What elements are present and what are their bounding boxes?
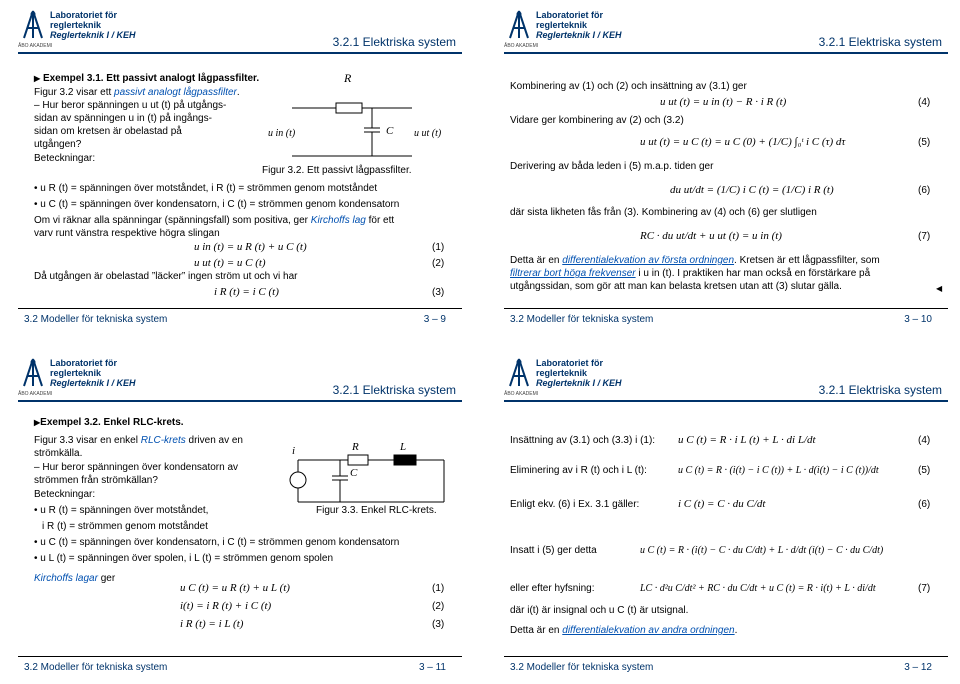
equation-7: RC · du ut/dt + u ut (t) = u in (t) xyxy=(640,230,782,242)
slide-4 xyxy=(490,352,956,680)
link-filter-high-freq[interactable]: filtrerar bort höga frekvenser xyxy=(510,268,636,279)
link-kirchoff[interactable]: Kirchoffs lag xyxy=(310,215,366,226)
step-4-label: Insatt i (5) ger detta xyxy=(510,545,597,556)
lab-name: Laboratoriet för reglerteknik Reglerteknik I / KEH xyxy=(536,10,622,40)
equation-3-number: (3) xyxy=(432,287,445,298)
equation-5: u ut (t) = u C (t) = u C (0) + (1/C) ∫₀ᵗ i C (τ) dτ xyxy=(640,136,846,148)
footer-text: 3.2 Modeller för tekniska system xyxy=(510,662,654,673)
footer-rule xyxy=(18,656,462,657)
bullet-resistor: • u R (t) = spänningen över motståndet, xyxy=(34,505,209,516)
equation-4: u C (t) = R · i L (t) + L · di L/dt xyxy=(678,434,816,446)
rc-circuit-diagram xyxy=(262,70,462,160)
conclusion-line-2: filtrerar bort höga frekvenser i u in (t). I praktiken har man också en förstärkare på xyxy=(510,268,871,279)
page-number: 3 – 9 xyxy=(423,314,446,325)
equation-2: i(t) = i R (t) + i C (t) xyxy=(180,600,272,612)
abo-akademi-logo-icon xyxy=(508,10,530,40)
footer-text: 3.2 Modeller för tekniska system xyxy=(24,662,168,673)
final-combine-text: där sista likheten fås från (3). Kombinering av (4) och (6) ger slutligen xyxy=(510,207,817,218)
equation-3: i R (t) = i C (t) xyxy=(214,286,279,298)
equation-substituted: u C (t) = R · (i(t) − C · du C/dt) + L · d/dt (i(t) − C · du C/dt) xyxy=(640,545,884,556)
header-rule xyxy=(18,400,462,402)
label-uut: u ut (t) xyxy=(414,128,442,139)
section-title: 3.2.1 Elektriska system xyxy=(332,383,456,397)
equation-5-number: (5) xyxy=(918,465,931,476)
header-rule xyxy=(504,400,948,402)
link-rlc-circuit[interactable]: RLC-krets xyxy=(140,435,186,446)
question-line-2: strömmen från strömkällan? xyxy=(34,475,158,486)
equation-7: LC · d²u C/dt² + RC · du C/dt + u C (t) = R · i(t) + L · di/dt xyxy=(640,583,876,594)
question-line-1: – Hur beror spänningen u ut (t) på utgångs- xyxy=(34,100,227,111)
akademi-label: ÅBO AKADEMI xyxy=(18,391,53,397)
kirchoff-line: Kirchoffs lagar ger xyxy=(34,573,116,584)
back-triangle-icon[interactable]: ◀ xyxy=(936,284,943,293)
slide-3 xyxy=(4,352,470,680)
page-number: 3 – 11 xyxy=(418,662,446,673)
abo-akademi-logo-icon xyxy=(22,10,44,40)
akademi-label: ÅBO AKADEMI xyxy=(504,43,539,49)
header-rule xyxy=(504,52,948,54)
combine-text-2: Vidare ger kombinering av (2) och (3.2) xyxy=(510,115,684,126)
step-5-label: eller efter hyfsning: xyxy=(510,583,595,594)
step-2-label: Eliminering av i R (t) och i L (t): xyxy=(510,465,647,476)
notation-label: Beteckningar: xyxy=(34,153,96,164)
bullet-resistor: • u R (t) = spänningen över motståndet, i R (t) = strömmen genom motståndet xyxy=(34,183,378,194)
footer-text: 3.2 Modeller för tekniska system xyxy=(510,314,654,325)
label-C: C xyxy=(386,125,394,137)
section-title: 3.2.1 Elektriska system xyxy=(818,383,942,397)
footer-rule xyxy=(504,656,948,657)
lab-name: Laboratoriet för reglerteknik Reglerteknik I / KEH xyxy=(536,358,622,388)
question-line-2: sidan av spänningen u in (t) på ingångs- xyxy=(34,113,212,124)
abo-akademi-logo-icon xyxy=(508,358,530,388)
example-heading: ▶Exempel 3.2. Enkel RLC-krets. xyxy=(34,417,184,428)
bullet-inductor: • u L (t) = spänningen över spolen, i L (t) = strömmen genom spolen xyxy=(34,553,334,564)
equation-6: du ut/dt = (1/C) i C (t) = (1/C) i R (t) xyxy=(670,184,834,196)
equation-3-number: (3) xyxy=(432,619,445,630)
equation-1: u C (t) = u R (t) + u L (t) xyxy=(180,582,290,594)
lab-name: Laboratoriet för reglerteknik Reglerteknik I / KEH xyxy=(50,358,136,388)
label-i: i xyxy=(292,445,296,457)
label-L: L xyxy=(400,441,407,453)
equation-2-number: (2) xyxy=(432,601,445,612)
equation-2-number: (2) xyxy=(432,258,445,269)
figure-caption: Figur 3.3. Enkel RLC-krets. xyxy=(316,505,437,516)
conclusion-line-3: utgångssidan, som gör att man kan belasta kretsen utan att (3) slutar gälla. xyxy=(510,281,842,292)
question-line-3: sidan om kretsen är obelastad på xyxy=(34,126,182,137)
section-title: 3.2.1 Elektriska system xyxy=(818,35,942,49)
page-number: 3 – 10 xyxy=(904,314,932,325)
bullet-capacitor: • u C (t) = spänningen över kondensatorn, i C (t) = strömmen genom kondensatorn xyxy=(34,199,400,210)
equation-5-number: (5) xyxy=(918,137,931,148)
bullet-capacitor: • u C (t) = spänningen över kondensatorn, i C (t) = strömmen genom kondensatorn xyxy=(34,537,400,548)
label-R: R xyxy=(344,71,352,85)
link-kirchoff[interactable]: Kirchoffs lagar xyxy=(34,573,98,584)
equation-4-number: (4) xyxy=(918,97,931,108)
equation-6-number: (6) xyxy=(918,185,931,196)
intro-line: Figur 3.3 visar en enkel RLC-krets driven av en xyxy=(34,435,243,446)
label-uin: u in (t) xyxy=(268,128,296,139)
io-statement: där i(t) är insignal och u C (t) är utsignal. xyxy=(510,605,689,616)
conclusion-line-1: Detta är en differentialekvation av första ordningen. Kretsen är ett lågpassfilter, som xyxy=(510,255,880,266)
kirchoff-paragraph: Om vi räknar alla spänningar (spänningsfall) som positiva, ger Kirchoffs lag för ett xyxy=(34,215,395,226)
notation-label: Beteckningar: xyxy=(34,489,96,500)
step-1-label: Insättning av (3.1) och (3.3) i (1): xyxy=(510,435,656,446)
step-3-label: Enligt ekv. (6) i Ex. 3.1 gäller: xyxy=(510,499,640,510)
equation-1: u in (t) = u R (t) + u C (t) xyxy=(194,241,307,253)
label-C: C xyxy=(350,467,358,479)
resistor-current: i R (t) = strömmen genom motståndet xyxy=(42,521,208,532)
unloaded-output-text: Då utgången är obelastad ”läcker” ingen ström ut och vi har xyxy=(34,271,298,282)
equation-4: u ut (t) = u in (t) − R · i R (t) xyxy=(660,96,787,108)
equation-4-number: (4) xyxy=(918,435,931,446)
link-passive-filter[interactable]: passivt analogt lågpassfilter xyxy=(114,87,237,98)
lab-name: Laboratoriet för reglerteknik Reglerteknik I / KEH xyxy=(50,10,136,40)
conclusion-line: Detta är en differentialekvation av andra ordningen. xyxy=(510,625,738,636)
equation-3: i R (t) = i L (t) xyxy=(180,618,244,630)
figure-caption: Figur 3.2. Ett passivt lågpassfilter. xyxy=(262,165,412,176)
equation-1-number: (1) xyxy=(432,583,445,594)
link-first-order-ode[interactable]: differentialekvation av första ordningen xyxy=(562,255,735,266)
equation-7-number: (7) xyxy=(918,583,931,594)
equation-1-number: (1) xyxy=(432,242,445,253)
section-title: 3.2.1 Elektriska system xyxy=(332,35,456,49)
kirchoff-paragraph-2: varv runt vänstra respektive högra slingan xyxy=(34,228,220,239)
slide-1 xyxy=(4,4,470,332)
equation-2: u ut (t) = u C (t) xyxy=(194,257,266,269)
akademi-label: ÅBO AKADEMI xyxy=(18,43,53,49)
equation-5: u C (t) = R · (i(t) − i C (t)) + L · d(i(t) − i C (t))/dt xyxy=(678,465,879,476)
footer-rule xyxy=(504,308,948,309)
rlc-circuit-diagram xyxy=(284,440,464,506)
example-heading: ▶ Exempel 3.1. Ett passivt analogt lågpassfilter. xyxy=(34,73,260,84)
akademi-label: ÅBO AKADEMI xyxy=(504,391,539,397)
slide-2 xyxy=(490,4,956,332)
link-second-order-ode[interactable]: differentialekvation av andra ordningen xyxy=(562,625,735,636)
combine-text-1: Kombinering av (1) och (2) och insättning av (3.1) ger xyxy=(510,81,747,92)
question-line-1: – Hur beror spänningen över kondensatorn av xyxy=(34,462,239,473)
equation-7-number: (7) xyxy=(918,231,931,242)
question-line-4: utgången? xyxy=(34,139,82,150)
derivative-text: Derivering av båda leden i (5) m.a.p. tiden ger xyxy=(510,161,714,172)
header-rule xyxy=(18,52,462,54)
intro-line-2: strömkälla. xyxy=(34,448,83,459)
equation-6: i C (t) = C · du C/dt xyxy=(678,498,766,510)
abo-akademi-logo-icon xyxy=(22,358,44,388)
footer-rule xyxy=(18,308,462,309)
intro-line: Figur 3.2 visar ett passivt analogt lågpassfilter. xyxy=(34,87,240,98)
equation-6-number: (6) xyxy=(918,499,931,510)
label-R: R xyxy=(352,441,359,453)
footer-text: 3.2 Modeller för tekniska system xyxy=(24,314,168,325)
page-number: 3 – 12 xyxy=(904,662,932,673)
